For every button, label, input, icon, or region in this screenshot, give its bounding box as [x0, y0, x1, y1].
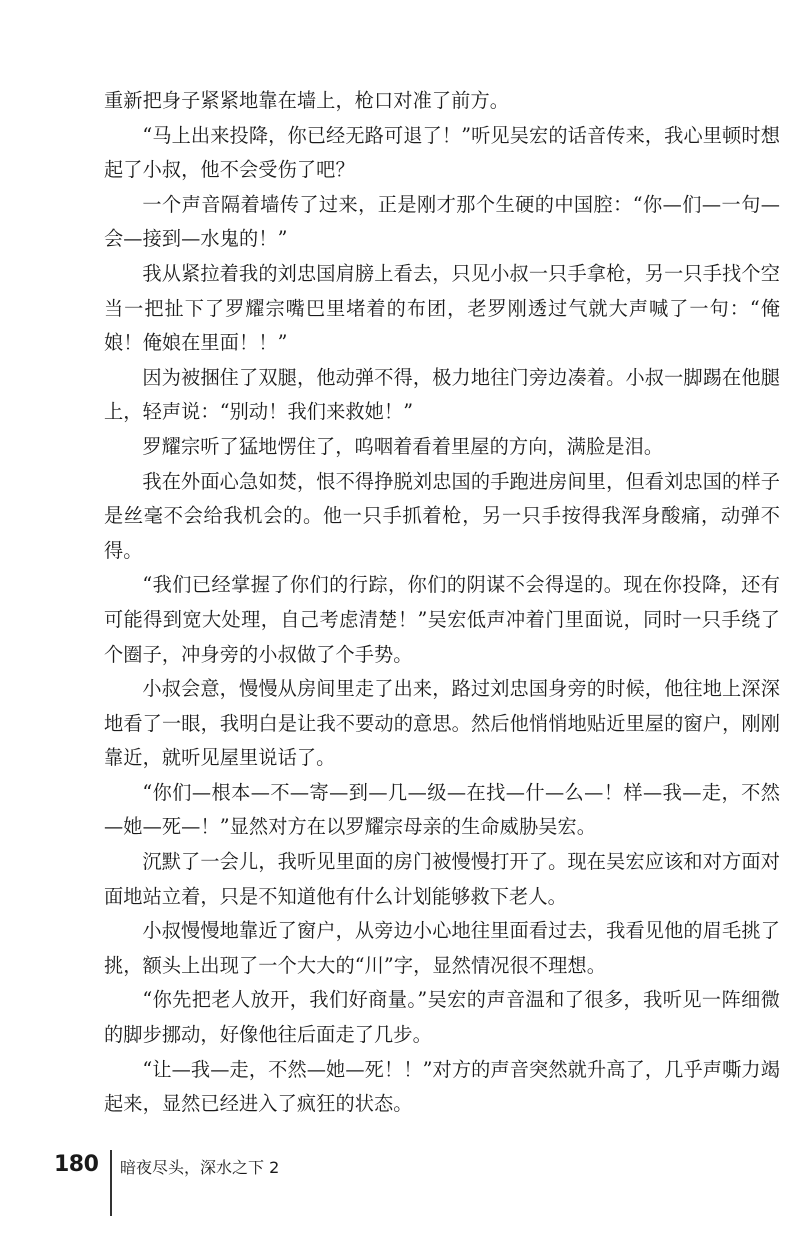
page-number: 180 [54, 1152, 99, 1177]
paragraph: 我从紧拉着我的刘忠国肩膀上看去，只见小叔一只手拿枪，另一只手找个空当一把扯下了罗耀宗嘴巴里堵着的布团，老罗刚透过气就大声喊了一句：“俺娘！俺娘在里面！！” [104, 261, 780, 355]
paragraph: 小叔会意，慢慢从房间里走了出来，路过刘忠国身旁的时候，他往地上深深地看了一眼，我明白是让我不要动的意思。然后他悄悄地贴近里屋的窗户，刚刚靠近，就听见屋里说话了。 [104, 677, 780, 770]
paragraph: 小叔慢慢地靠近了窗户，从旁边小心地往里面看过去，我看见他的眉毛挑了挑，额头上出现了一个大大的“川”字，显然情况很不理想。 [104, 919, 780, 977]
paragraph: “马上出来投降，你已经无路可退了！”听见吴宏的话音传来，我心里顿时想起了小叔，他不会受伤了吧？ [104, 123, 780, 182]
paragraph: 因为被捆住了双腿，他动弹不得，极力地往门旁边凑着。小叔一脚踢在他腿上，轻声说：“别动！我们来救她！” [104, 365, 780, 424]
body-text [104, 84, 780, 1122]
paragraph: 我在外面心急如焚，恨不得挣脱刘忠国的手跑进房间里，但看刘忠国的样子是丝毫不会给我机会的。他一只手抓着枪，另一只手按得我浑身酸痛，动弹不得。 [104, 469, 780, 562]
paragraph: 罗耀宗听了猛地愣住了，呜咽着看着里屋的方向，满脸是泪。 [142, 434, 664, 458]
paragraph: “让—我—走，不然—她—死！！”对方的声音突然就升高了，几乎声嘶力竭起来，显然已经进入了疯狂的状态。 [104, 1057, 780, 1116]
paragraph: “你先把老人放开，我们好商量。”吴宏的声音温和了很多，我听见一阵细微的脚步挪动，好像他往后面走了几步。 [104, 988, 780, 1047]
paragraph: 一个声音隔着墙传了过来，正是刚才那个生硬的中国腔：“你—们—一句—会—接到—水鬼的！” [104, 192, 780, 251]
footer-divider [110, 1150, 112, 1216]
paragraph: 沉默了一会儿，我听见里面的房门被慢慢打开了。现在吴宏应该和对方面对面地站立着，只是不知道他有什么计划能够救下老人。 [104, 850, 780, 908]
running-title: 暗夜尽头，深水之下 2 [120, 1158, 280, 1177]
paragraph: “我们已经掌握了你们的行踪，你们的阴谋不会得逞的。现在你投降，还有可能得到宽大处理，自己考虑清楚！”吴宏低声冲着门里面说，同时一只手绕了个圈子，冲身旁的小叔做了个手势。 [104, 573, 780, 666]
paragraph: “你们—根本—不—寄—到—几—级—在找—什—么—！样—我—走，不然—她—死—！”显然对方在以罗耀宗母亲的生命威胁吴宏。 [104, 780, 780, 839]
paragraph: 重新把身子紧紧地靠在墙上，枪口对准了前方。 [104, 89, 510, 112]
